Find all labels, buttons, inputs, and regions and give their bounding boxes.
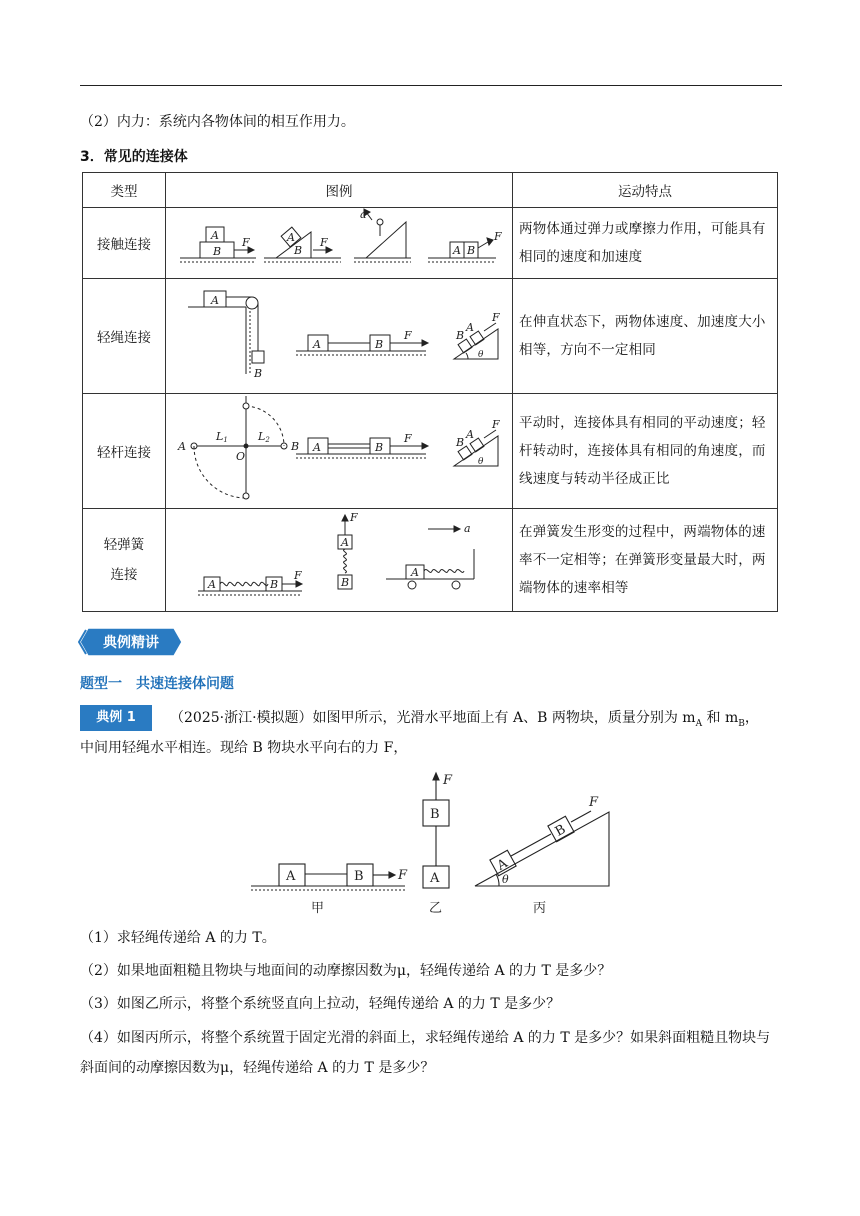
table-header: 运动特点 — [513, 173, 778, 208]
svg-text:F: F — [242, 236, 250, 249]
svg-text:A: A — [178, 440, 186, 453]
banner-label: 典例精讲 — [103, 635, 159, 651]
svg-text:B: B — [456, 436, 465, 449]
contact-diagram — [166, 208, 513, 279]
row-feature: 在弹簧发生形变的过程中，两端物体的速率不一定相等；在弹簧形变量最大时，两端物体的速率相等 — [513, 509, 778, 612]
svg-text:B: B — [552, 822, 569, 840]
table-row — [83, 509, 778, 612]
example-text: 如图甲所示，光滑水平地面上有 A、B 两物块，质量分别为 m — [312, 710, 696, 726]
svg-text:B: B — [375, 338, 384, 351]
row-type-line1: 轻弹簧 — [103, 537, 145, 553]
example-and: 和 m — [702, 710, 739, 726]
svg-text:A: A — [313, 441, 321, 454]
row-feature: 在伸直状态下，两物体速度、加速度大小相等，方向不一定相同 — [513, 279, 778, 394]
spring-diagram — [166, 509, 513, 612]
rod-diagram — [166, 394, 513, 509]
section-banner — [78, 626, 184, 658]
svg-text:B: B — [270, 578, 279, 591]
row-type-line2: 连接 — [110, 567, 138, 583]
svg-text:A: A — [430, 871, 440, 886]
table-row — [83, 394, 778, 509]
figure-label-bing: 丙 — [533, 901, 547, 916]
figure-label-jia: 甲 — [311, 901, 325, 916]
table-row — [83, 208, 778, 279]
example-figure — [245, 770, 625, 920]
svg-text:B: B — [375, 441, 384, 454]
svg-text:B: B — [213, 245, 222, 258]
svg-text:a: a — [360, 208, 367, 221]
svg-text:A: A — [453, 244, 461, 257]
row-type: 轻绳连接 — [83, 279, 166, 394]
example-tag: 典例 1 — [80, 705, 152, 731]
row-type: 接触连接 — [83, 208, 166, 279]
svg-text:O: O — [236, 450, 246, 463]
question-2: （2）如果地面粗糙且物块与地面间的动摩擦因数为μ，轻绳传递给 A 的力 T 是多少？ — [80, 963, 612, 979]
svg-text:F: F — [294, 569, 302, 582]
question-4: （4）如图丙所示，将整个系统置于固定光滑的斜面上，求轻绳传递给 A 的力 T 是多少？如果斜面粗糙且物块与斜面间的动摩擦因数为μ，轻绳传递给 A 的力 T 是多少？ — [80, 1030, 771, 1076]
rope-diagram — [166, 279, 513, 394]
svg-text:F: F — [398, 868, 408, 883]
svg-text:F: F — [404, 432, 412, 445]
mass-a-subscript: A — [695, 718, 703, 729]
svg-text:B: B — [294, 244, 303, 257]
svg-text:A: A — [313, 338, 321, 351]
question-3: （3）如图乙所示，将整个系统竖直向上拉动，轻绳传递给 A 的力 T 是多少？ — [80, 996, 561, 1012]
svg-text:θ: θ — [478, 457, 484, 467]
svg-text:L1: L1 — [216, 430, 228, 444]
svg-text:F: F — [494, 230, 502, 243]
svg-text:B: B — [341, 576, 350, 589]
question-1: （1）求轻绳传递给 A 的力 T。 — [80, 930, 276, 946]
example-source: （2025·浙江·模拟题） — [170, 710, 313, 726]
svg-text:F: F — [443, 773, 453, 788]
svg-text:A: A — [466, 428, 474, 441]
example-line2: 中间用轻绳水平相连。现给 B 物块水平向右的力 F， — [80, 740, 408, 756]
svg-text:A: A — [286, 869, 296, 884]
example-line1 — [170, 708, 759, 734]
svg-text:a: a — [464, 522, 471, 535]
svg-text:B: B — [354, 869, 364, 884]
svg-text:B: B — [467, 244, 476, 257]
section-subtitle: 题型一 共速连接体问题 — [80, 676, 234, 692]
figure-label-yi: 乙 — [429, 901, 443, 916]
svg-text:B: B — [254, 367, 263, 380]
section-heading: 3．常见的连接体 — [80, 149, 188, 165]
svg-text:A: A — [211, 229, 219, 242]
example-text-end: ， — [744, 710, 759, 726]
svg-text:A: A — [494, 856, 511, 874]
svg-text:F: F — [492, 418, 500, 431]
table-header-row — [83, 173, 778, 208]
svg-text:B: B — [430, 807, 440, 822]
table-header: 图例 — [166, 173, 513, 208]
svg-text:A: A — [466, 321, 474, 334]
svg-text:F: F — [492, 311, 500, 324]
svg-text:A: A — [287, 231, 295, 244]
table-row — [83, 279, 778, 394]
svg-text:A: A — [411, 566, 419, 579]
row-type — [83, 509, 166, 612]
svg-text:A: A — [208, 578, 216, 591]
svg-text:F: F — [589, 795, 599, 810]
header-rule — [80, 85, 782, 86]
svg-text:θ: θ — [502, 873, 509, 886]
svg-text:B: B — [291, 440, 300, 453]
svg-text:F: F — [404, 329, 412, 342]
svg-text:A: A — [341, 536, 349, 549]
table-header: 类型 — [83, 173, 166, 208]
mass-b-subscript: B — [738, 718, 745, 729]
row-type: 轻杆连接 — [83, 394, 166, 509]
row-feature: 平动时，连接体具有相同的平动速度；轻杆转动时，连接体具有相同的角速度，而线速度与转动半径成正比 — [513, 394, 778, 509]
internal-force-text: （2）内力：系统内各物体间的相互作用力。 — [80, 114, 355, 130]
connection-table — [82, 172, 778, 612]
svg-text:L2: L2 — [258, 430, 270, 444]
svg-text:F: F — [320, 236, 328, 249]
svg-text:θ: θ — [478, 350, 484, 360]
svg-text:B: B — [456, 329, 465, 342]
row-feature: 两物体通过弹力或摩擦力作用，可能具有相同的速度和加速度 — [513, 208, 778, 279]
svg-text:A: A — [211, 294, 219, 307]
svg-text:F: F — [350, 511, 358, 524]
